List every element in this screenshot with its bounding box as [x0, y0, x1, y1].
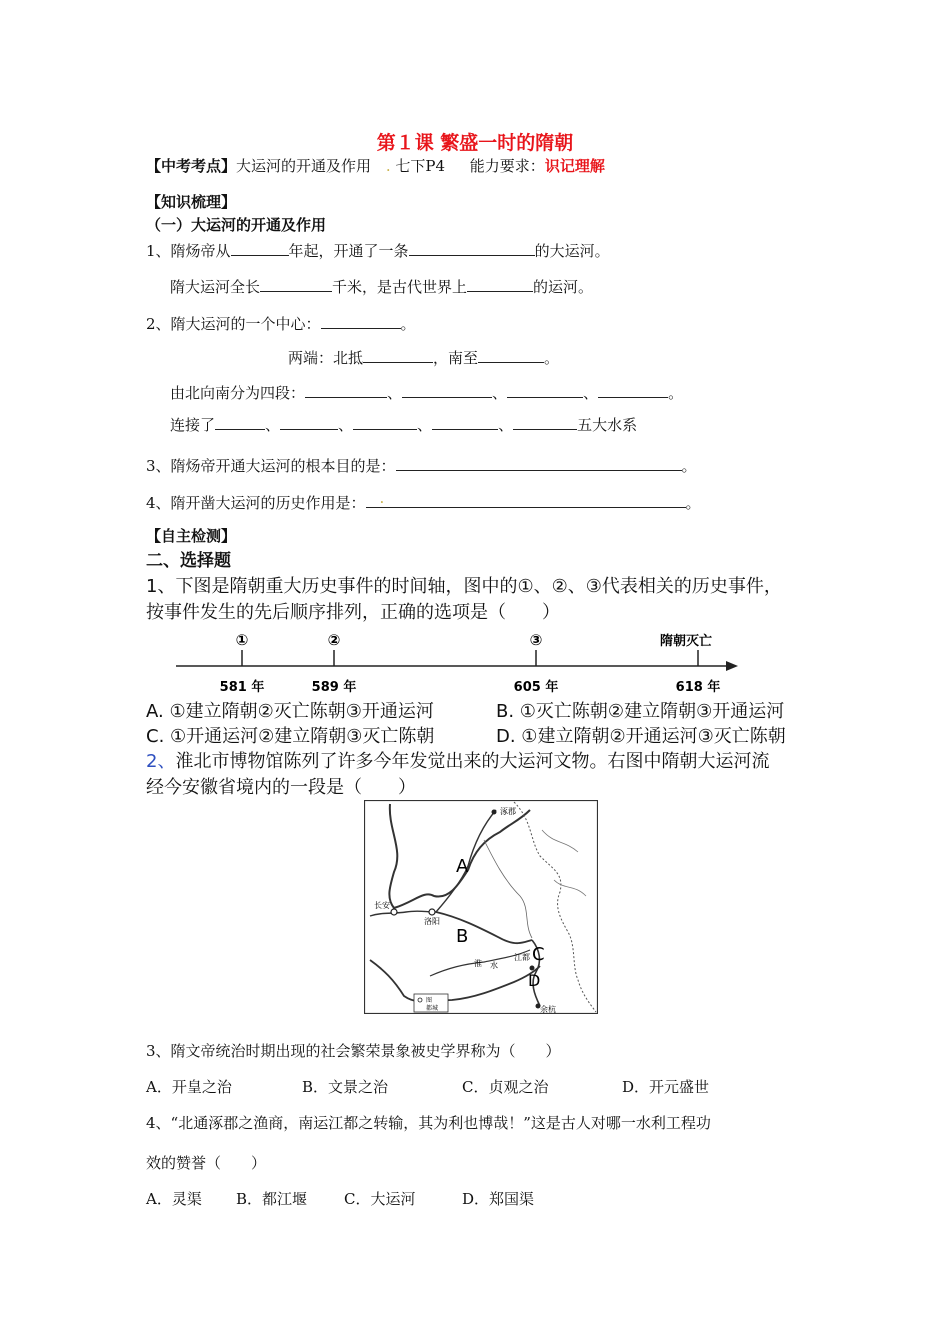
exam-point-line [146, 155, 605, 176]
q4-stem-line1: 4、“北通涿郡之渔商，南运江都之转输，其为利也博哉！”这是古人对哪一水利工程功 [146, 1114, 711, 1132]
q2-canal-map [364, 800, 598, 1014]
page-title: 第１课 繁盛一时的隋朝 [376, 132, 574, 154]
line2-text-b: 千米，是古代世界上 [332, 278, 468, 296]
line6-text-b: 五大水系 [577, 416, 638, 434]
fill-line-8 [146, 489, 701, 513]
q4-option-d[interactable]: D．郑国渠 [462, 1190, 535, 1208]
separator: 、 [583, 384, 599, 402]
blank-superlative[interactable] [467, 277, 533, 292]
map-label-d: D [528, 971, 541, 990]
line7-end: 。 [681, 457, 697, 475]
subsection-canal-heading: （一）大运河的开通及作用 [146, 216, 327, 234]
timeline-marker-3: ③ [529, 631, 543, 649]
map-label-a: A [456, 856, 469, 877]
q3-option-c[interactable]: C．贞观之治 [462, 1078, 549, 1096]
section-self-check-heading: 【自主检测】 [146, 527, 237, 545]
q1-stem-line1: 1、下图是隋朝重大历史事件的时间轴，图中的①、②、③代表相关的历史事件， [146, 576, 782, 597]
separator: 、 [387, 384, 403, 402]
line5-end: 。 [668, 384, 684, 402]
blank-north-end[interactable] [363, 348, 433, 363]
zhuojun-marker [492, 810, 497, 815]
label-yuhang: 余杭 [540, 1005, 556, 1014]
blank-river-5[interactable] [513, 415, 577, 430]
blank-river-4[interactable] [432, 415, 498, 430]
timeline-year-4: 618 年 [675, 680, 721, 695]
line8-text-a: 4、隋开凿大运河的历史作用是： [146, 494, 366, 512]
timeline-arrow-icon [726, 661, 738, 671]
line1-text-a: 1、隋炀帝从 [146, 242, 231, 260]
q2-stem-line2: 经今安徽省境内的一段是（ ） [146, 777, 416, 798]
requirement-value: 识记理解 [544, 157, 605, 175]
line1-text-c: 的大运河。 [534, 242, 610, 260]
q1-option-a[interactable]: A. ①建立隋朝②灭亡陈朝③开通运河 [146, 701, 434, 722]
legend-capital-icon [418, 998, 422, 1002]
legend-capital: 都城 [426, 1005, 439, 1012]
q3-option-d[interactable]: D．开元盛世 [622, 1078, 710, 1096]
timeline-marker-4: 隋朝灭亡 [659, 634, 713, 649]
fill-line-1 [146, 240, 610, 261]
blank-section-4[interactable] [598, 383, 668, 398]
q4-option-c[interactable]: C．大运河 [344, 1190, 416, 1208]
line3-text-a: 2、隋大运河的一个中心： [146, 315, 321, 333]
line4-text-a: 两端：北抵 [288, 349, 364, 367]
blank-south-end[interactable] [478, 348, 544, 363]
line6-text-a: 连接了 [170, 416, 216, 434]
separator: 、 [417, 416, 433, 434]
fill-line-2 [170, 276, 593, 297]
q2-stem-line1 [146, 747, 769, 773]
blank-river-3[interactable] [353, 415, 417, 430]
blank-length[interactable] [260, 277, 332, 292]
q4-option-a[interactable]: A．灵渠 [146, 1190, 202, 1208]
separator: 、 [338, 416, 354, 434]
q4-option-b[interactable]: B．都江堰 [236, 1190, 308, 1208]
section-knowledge-heading: 【知识梳理】 [146, 193, 237, 211]
blank-year[interactable] [231, 241, 289, 256]
q2-stem-text: 淮北市博物馆陈列了许多今年发觉出来的大运河文物。右图中隋朝大运河流 [175, 751, 770, 772]
fill-line-5 [170, 382, 683, 403]
blank-section-1[interactable] [305, 383, 387, 398]
line7-text-a: 3、隋炀帝开通大运河的根本目的是： [146, 457, 396, 475]
fill-line-3 [146, 313, 416, 334]
label-huai: 淮 [474, 959, 482, 968]
fill-line-4 [288, 347, 559, 368]
q1-timeline [170, 626, 750, 698]
blank-historical-role[interactable] [366, 489, 686, 508]
timeline-marker-1: ① [235, 631, 249, 649]
line2-text-a: 隋大运河全长 [170, 278, 261, 296]
timeline-year-3: 605 年 [513, 680, 559, 695]
blank-river-2[interactable] [280, 415, 338, 430]
stray-dot: . [379, 489, 385, 507]
line4-text-b: ，南至 [433, 349, 479, 367]
q4-stem-line2: 效的赞誉（ ） [146, 1154, 267, 1172]
separator: 、 [498, 416, 514, 434]
line1-text-b: 年起，开通了一条 [288, 242, 409, 260]
map-label-b: B [456, 926, 469, 947]
blank-section-3[interactable] [507, 383, 583, 398]
line3-text-b: 。 [400, 315, 416, 333]
jiangdu-marker [530, 966, 535, 971]
map-label-c: C [532, 944, 545, 965]
label-shui: 水 [490, 961, 498, 970]
stray-dot: . [385, 157, 391, 175]
separator: 、 [265, 416, 281, 434]
fill-line-7 [146, 455, 697, 476]
fill-line-6 [170, 414, 637, 435]
q3-option-a[interactable]: A．开皇之治 [146, 1078, 232, 1096]
label-jiangdu: 江都 [514, 953, 530, 962]
subsection-choice-heading: 二、选择题 [146, 551, 231, 571]
separator: 、 [492, 384, 508, 402]
timeline-year-2: 589 年 [311, 680, 357, 695]
exam-chapter: 七下P4 [395, 157, 446, 175]
q3-stem: 3、隋文帝统治时期出现的社会繁荣景象被史学界称为（ ） [146, 1042, 561, 1060]
timeline-marker-2: ② [327, 631, 341, 649]
line8-end: 。 [685, 494, 701, 512]
blank-canal-type[interactable] [409, 241, 535, 256]
blank-river-1[interactable] [215, 415, 265, 430]
luoyang-marker [429, 909, 435, 915]
requirement-label: 能力要求： [469, 157, 545, 175]
q2-number: 2、 [146, 751, 176, 772]
blank-purpose[interactable] [396, 456, 682, 471]
timeline-year-1: 581 年 [219, 680, 265, 695]
changan-marker [391, 909, 397, 915]
line4-text-c: 。 [544, 349, 560, 367]
q1-stem-line2: 按事件发生的先后顺序排列，正确的选项是（ ） [146, 602, 560, 623]
q1-option-c[interactable]: C. ①开通运河②建立隋朝③灭亡陈朝 [146, 726, 435, 747]
label-luoyang: 洛阳 [424, 917, 440, 926]
q1-option-d[interactable]: D. ①建立隋朝②开通运河③灭亡陈朝 [496, 726, 786, 747]
q1-option-b[interactable]: B. ①灭亡陈朝②建立隋朝③开通运河 [496, 701, 785, 722]
line2-text-c: 的运河。 [533, 278, 594, 296]
q3-option-b[interactable]: B．文景之治 [302, 1078, 389, 1096]
exam-point-label: 【中考考点】 [146, 157, 237, 175]
line5-text-a: 由北向南分为四段： [170, 384, 306, 402]
legend-title: 图 [426, 997, 433, 1004]
exam-topic: 大运河的开通及作用 [236, 157, 372, 175]
blank-section-2[interactable] [402, 383, 492, 398]
label-changan: 长安 [374, 901, 390, 910]
blank-center[interactable] [321, 314, 401, 329]
label-zhuojun: 涿郡 [500, 807, 516, 816]
